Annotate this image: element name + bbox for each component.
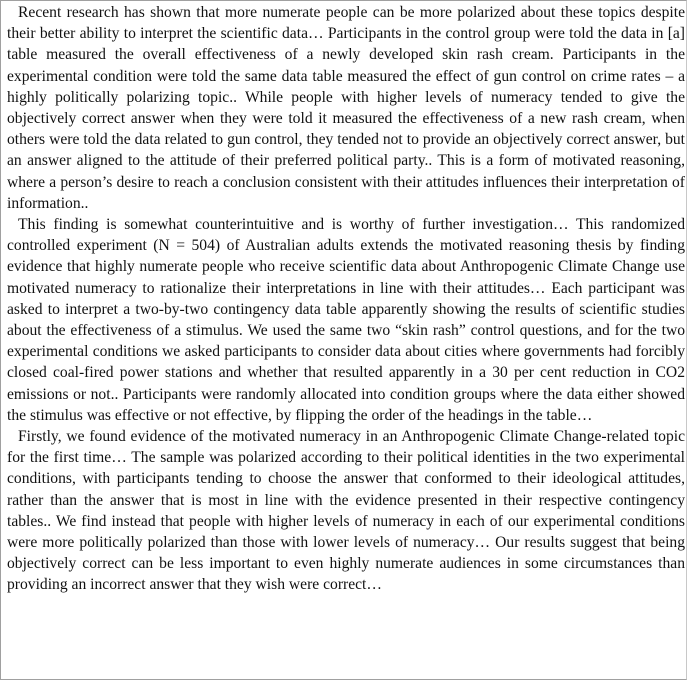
paragraph-2: This finding is somewhat counterintuitive and is worthy of further investigation… This randomized controlled experiment (N = 504) of Australian adults extends the motivated reasoning thesis by finding evidence that highly numerate people who receive scientific data about Anthropogenic Climate Change use motivated numeracy to rationalize their interpretations in line with their attitudes… Each participant was asked to interpret a two-by-two contingency data table apparently showing the results of scientific studies about the effectiveness of a stimulus. We used the same two “skin rash” control questions, and for the two experimental conditions we asked participants to consider data about cities where governments had forcibly closed coal-fired power stations and whether that resulted apparently in a 30 per cent reduction in CO2 emissions or not.. Participants were randomly allocated into condition groups where the data either showed the stimulus was effective or not effective, by flipping the order of the headings in the table…: [7, 216, 685, 424]
document-text-body: [7, 2, 685, 596]
paragraph-1: Recent research has shown that more numerate people can be more polarized about these topics despite their better ability to interpret the scientific data… Participants in the control group were told the data in [a] table measured the overall effectiveness of a newly developed skin rash cream. Participants in the experimental condition were told the same data table measured the effect of gun control on crime rates – a highly politically polarizing topic.. While people with higher levels of numeracy tended to give the objectively correct answer when they were told it measured the effectiveness of a new rash cream, when others were told the data related to gun control, they tended not to provide an objectively correct answer, but an answer aligned to the attitude of their preferred political party.. This is a form of motivated reasoning, where a person’s desire to reach a conclusion consistent with their attitudes influences their interpretation of information..: [7, 4, 685, 212]
paragraph-3: Firstly, we found evidence of the motivated numeracy in an Anthropogenic Climate Change-related topic for the first time… The sample was polarized according to their political identities in the two experimental conditions, with participants tending to choose the answer that conformed to their ideological attitudes, rather than the answer that is most in line with the evidence presented in their respective contingency tables.. We find instead that people with higher levels of numeracy in each of our experimental conditions were more politically polarized than those with lower levels of numeracy… Our results suggest that being objectively correct can be less important to even highly numerate audiences in some circumstances than providing an incorrect answer that they wish were correct…: [7, 428, 685, 594]
